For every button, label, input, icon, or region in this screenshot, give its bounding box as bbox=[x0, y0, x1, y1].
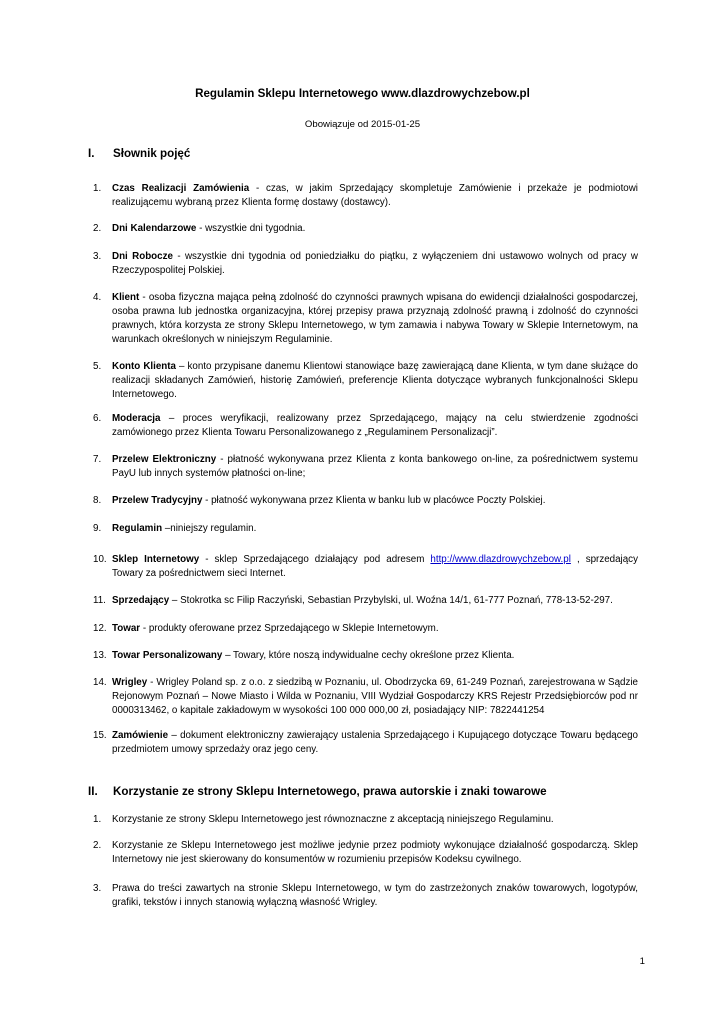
section-number: I. bbox=[88, 147, 95, 160]
list-item bbox=[93, 250, 638, 278]
item-text: - płatność wykonywana przez Klienta w banku lub w placówce Poczty Polskiej. bbox=[202, 495, 546, 506]
item-term: Przelew Elektroniczny bbox=[112, 454, 217, 465]
item-text: Korzystanie ze Sklepu Internetowego jest możliwe jedynie przez podmioty wykonujące działalność gospodarczą. Sklep Internetowy nie jest skierowany do konsumentów w rozumieniu przepisów Kodeksu cywilnego. bbox=[112, 840, 638, 865]
section-title: Słownik pojęć bbox=[113, 147, 191, 160]
item-number: 1. bbox=[93, 183, 102, 194]
item-number: 1. bbox=[93, 814, 102, 825]
list-item bbox=[93, 839, 638, 867]
item-term: Czas Realizacji Zamówienia bbox=[112, 183, 250, 194]
item-text: - płatność wykonywana przez Klienta z konta bankowego on-line, za pośrednictwem systemu PayU lub innych systemów płatności on-line; bbox=[112, 454, 638, 479]
item-text: - czas, w jakim Sprzedający skompletuje Zamówienie i przekaże je podmiotowi realizującemu wybraną przez Klienta formę dostawy (dostawcy). bbox=[112, 183, 638, 208]
item-number: 11. bbox=[93, 595, 106, 606]
item-number: 8. bbox=[93, 495, 102, 506]
section-heading-1 bbox=[88, 146, 648, 162]
item-number: 3. bbox=[93, 883, 102, 894]
list-item bbox=[93, 622, 638, 636]
item-text: Korzystanie ze strony Sklepu Internetowego jest równoznaczne z akceptacją niniejszego Regulaminu. bbox=[112, 814, 554, 825]
item-term: Klient bbox=[112, 292, 140, 303]
item-number: 2. bbox=[93, 223, 102, 234]
item-term: Towar Personalizowany bbox=[112, 650, 223, 661]
item-text: – proces weryfikacji, realizowany przez Sprzedającego, mający na celu stwierdzenie zgodności zamówionego przez Klienta Towaru Personalizowanego z „Regulaminem Personalizacji”. bbox=[112, 413, 638, 438]
list-item bbox=[93, 182, 638, 210]
item-number: 4. bbox=[93, 292, 102, 303]
document-title: Regulamin Sklepu Internetowego www.dlazdrowychzebow.pl bbox=[195, 87, 530, 100]
item-text: - Wrigley Poland sp. z o.o. z siedzibą w Poznaniu, ul. Obodrzycka 69, 61-249 Poznań, zarejestrowana w Sądzie Rejonowym Poznań – Nowe Miasto i Wilda w Poznaniu, VIII Wydział Gospodarczy KRS Rejestr Przedsiębiorców pod nr 0000313462, o kapitale zakładowym w wysokości 100 000 000,00 zł, posiadający NIP: 7822441254 bbox=[112, 677, 638, 716]
item-text: - sklep Sprzedającego działający pod adresem bbox=[199, 554, 431, 565]
item-text: - osoba fizyczna mająca pełną zdolność do czynności prawnych wpisana do ewidencji działalności gospodarczej, osoba prawna lub jednostka organizacyjna, której przepisy prawa przyznają zdolność prawną i zdolność do czynności prawnych, która korzysta ze strony Sklepu Internetowego, w tym zamawia i nabywa Towary w Sklepie Internetowym, na warunkach określonych w niniejszym Regulaminie. bbox=[112, 292, 638, 345]
store-url-link[interactable]: http://www.dlazdrowychzebow.pl bbox=[430, 554, 571, 565]
item-text: – dokument elektroniczny zawierający ustalenia Sprzedającego i Kupującego dotyczące Towaru będącego przedmiotem umowy sprzedaży oraz jego ceny. bbox=[112, 730, 638, 755]
item-number: 10. bbox=[93, 554, 107, 565]
effective-date: Obowiązuje od 2015-01-25 bbox=[304, 119, 421, 130]
item-number: 14. bbox=[93, 677, 107, 688]
section-heading-2 bbox=[88, 784, 648, 800]
item-number: 6. bbox=[93, 413, 102, 424]
item-term: Moderacja bbox=[112, 413, 161, 424]
item-term: Wrigley bbox=[112, 677, 148, 688]
item-term: Zamówienie bbox=[112, 730, 169, 741]
item-text: - wszystkie dni tygodnia. bbox=[196, 223, 306, 234]
list-item bbox=[93, 360, 638, 402]
list-item bbox=[93, 882, 638, 910]
item-number: 15. bbox=[93, 730, 107, 741]
item-term: Dni Robocze bbox=[112, 251, 173, 262]
item-term: Regulamin bbox=[112, 523, 163, 534]
item-number: 13. bbox=[93, 650, 107, 661]
list-item bbox=[93, 649, 638, 663]
item-text: Prawa do treści zawartych na stronie Sklepu Internetowego, w tym do zastrzeżonych znaków towarowych, logotypów, grafiki, tekstów i innych stanowią wyłączną własność Wrigley. bbox=[112, 883, 638, 908]
item-text: – Stokrotka sc Filip Raczyński, Sebastian Przybylski, ul. Woźna 14/1, 61-777 Poznań, 778-13-52-297. bbox=[169, 595, 613, 606]
list-item bbox=[93, 553, 638, 581]
item-text: - wszystkie dni tygodnia od poniedziałku do piątku, z wyłączeniem dni ustawowo wolnych od pracy w Rzeczypospolitej Polskiej. bbox=[112, 251, 639, 276]
item-text: –niniejszy regulamin. bbox=[162, 523, 257, 534]
section-number: II. bbox=[88, 785, 98, 798]
item-term: Dni Kalendarzowe bbox=[112, 223, 197, 234]
list-item bbox=[93, 494, 638, 508]
item-term: Sklep Internetowy bbox=[112, 554, 200, 565]
item-term: Konto Klienta bbox=[112, 361, 176, 372]
item-term: Przelew Tradycyjny bbox=[112, 495, 203, 506]
list-item bbox=[93, 676, 638, 718]
item-number: 2. bbox=[93, 840, 102, 851]
item-term: Sprzedający bbox=[112, 595, 170, 606]
item-term: Towar bbox=[112, 623, 141, 634]
list-item bbox=[93, 729, 638, 757]
list-item bbox=[93, 813, 638, 827]
item-number: 12. bbox=[93, 623, 107, 634]
list-item bbox=[93, 522, 638, 536]
page-number: 1 bbox=[639, 956, 645, 967]
item-number: 9. bbox=[93, 523, 102, 534]
list-item bbox=[93, 222, 638, 236]
list-item bbox=[93, 453, 638, 481]
item-text-after: , sprzedający Towary za pośrednictwem sieci Internet. bbox=[112, 554, 638, 579]
item-number: 3. bbox=[93, 251, 102, 262]
list-item bbox=[93, 594, 638, 608]
item-text: – konto przypisane danemu Klientowi stanowiące bazę zawierającą dane Klienta, w tym dane służące do realizacji składanych Zamówień, historię Zamówień, preferencje Klienta dotyczące wybranych funkcjonalności Sklepu Internetowego. bbox=[112, 361, 638, 400]
list-item bbox=[93, 291, 638, 347]
list-item bbox=[93, 412, 638, 440]
item-text: – Towary, które noszą indywidualne cechy określone przez Klienta. bbox=[222, 650, 515, 661]
item-text: - produkty oferowane przez Sprzedającego w Sklepie Internetowym. bbox=[140, 623, 439, 634]
item-number: 7. bbox=[93, 454, 102, 465]
section-title: Korzystanie ze strony Sklepu Internetowego, prawa autorskie i znaki towarowe bbox=[113, 785, 547, 798]
item-number: 5. bbox=[93, 361, 102, 372]
